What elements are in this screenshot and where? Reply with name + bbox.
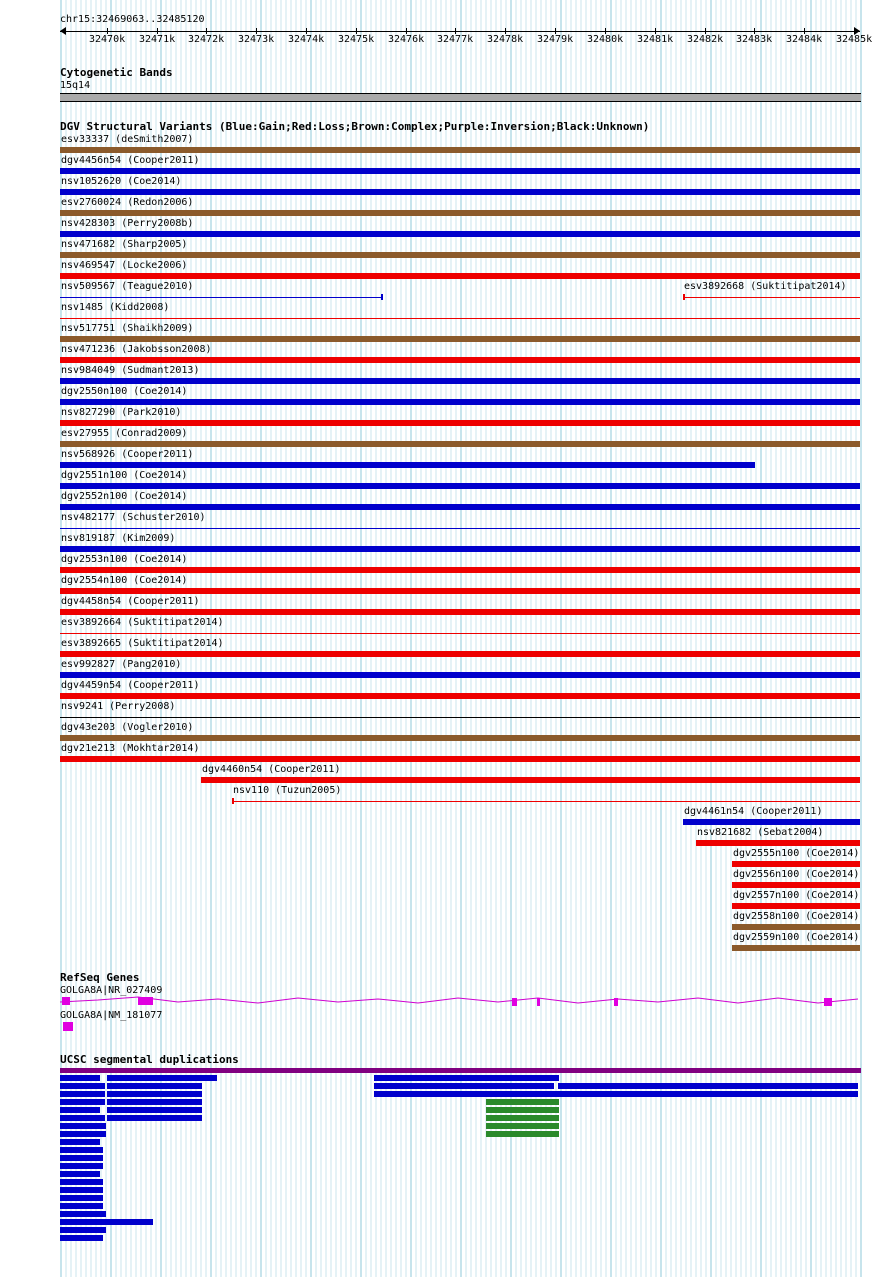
variant-label[interactable]: dgv4458n54 (Cooper2011) [61, 596, 200, 607]
segdup-feature[interactable] [60, 1123, 106, 1129]
variant-label[interactable]: dgv4456n54 (Cooper2011) [61, 155, 200, 166]
variant-label[interactable]: dgv4460n54 (Cooper2011) [202, 764, 341, 775]
variant-label[interactable]: nsv9241 (Perry2008) [61, 701, 176, 712]
ruler-tick-label: 32473k [238, 34, 275, 45]
segdup-feature[interactable] [60, 1075, 100, 1081]
variant-label[interactable]: dgv2555n100 (Coe2014) [733, 848, 860, 859]
variant-bar[interactable] [683, 297, 860, 298]
variant-label[interactable]: dgv2557n100 (Coe2014) [733, 890, 860, 901]
variant-bar[interactable] [60, 735, 860, 741]
variant-bar[interactable] [60, 462, 755, 468]
ruler-tick-label: 32476k [388, 34, 425, 45]
variant-label[interactable]: esv3892664 (Suktitipat2014) [61, 617, 224, 628]
segdup-feature[interactable] [486, 1115, 559, 1121]
segdup-span-bar[interactable] [60, 1068, 861, 1073]
segdup-feature[interactable] [60, 1179, 103, 1185]
variant-bar[interactable] [60, 672, 860, 678]
variant-bar[interactable] [732, 861, 860, 867]
segdup-feature[interactable] [60, 1131, 106, 1137]
gene-label-nr027409[interactable]: GOLGA8A|NR_027409 [60, 985, 163, 996]
variant-bar[interactable] [60, 357, 860, 363]
segdup-feature[interactable] [107, 1099, 202, 1105]
segdup-feature[interactable] [107, 1091, 202, 1097]
track-title-dgv: DGV Structural Variants (Blue:Gain;Red:Loss;Brown:Complex;Purple:Inversion;Black:Unknown) [60, 120, 650, 133]
variant-label[interactable]: dgv43e203 (Vogler2010) [61, 722, 194, 733]
variant-bar[interactable] [232, 801, 860, 802]
variant-bar[interactable] [60, 717, 860, 718]
track-title-segdups: UCSC segmental duplications [60, 1053, 239, 1066]
segdup-feature[interactable] [107, 1107, 202, 1113]
segdup-feature[interactable] [374, 1091, 559, 1097]
variant-bar[interactable] [60, 318, 860, 319]
variant-bar[interactable] [60, 252, 860, 258]
ruler-line [60, 31, 860, 32]
variant-bar[interactable] [60, 168, 860, 174]
variant-bar[interactable] [60, 609, 860, 615]
variant-bar[interactable] [60, 147, 860, 153]
variant-bar[interactable] [60, 633, 860, 634]
variant-bar[interactable] [60, 693, 860, 699]
segdup-feature[interactable] [107, 1083, 202, 1089]
variant-label[interactable]: esv27955 (Conrad2009) [61, 428, 188, 439]
variant-bar[interactable] [60, 756, 860, 762]
segdup-feature[interactable] [60, 1147, 103, 1153]
variant-label[interactable]: nsv482177 (Schuster2010) [61, 512, 206, 523]
segdup-feature[interactable] [60, 1099, 105, 1105]
cytoband-label: 15q14 [60, 80, 91, 91]
gene-label-nm181077[interactable]: GOLGA8A|NM_181077 [60, 1010, 163, 1021]
variant-bar[interactable] [60, 378, 860, 384]
segdup-feature[interactable] [60, 1187, 103, 1193]
variant-label[interactable]: dgv2558n100 (Coe2014) [733, 911, 860, 922]
variant-label[interactable]: nsv110 (Tuzun2005) [233, 785, 342, 796]
gene-model-nm181077[interactable] [63, 1022, 73, 1031]
segdup-feature[interactable] [60, 1203, 103, 1209]
variant-bar[interactable] [60, 588, 860, 594]
segdup-feature[interactable] [60, 1195, 103, 1201]
variant-label[interactable]: dgv2552n100 (Coe2014) [61, 491, 188, 502]
segdup-feature[interactable] [374, 1075, 559, 1081]
ruler-tick-label: 32472k [188, 34, 225, 45]
variant-label[interactable]: nsv568926 (Cooper2011) [61, 449, 194, 460]
ruler-tick-label: 32484k [786, 34, 823, 45]
variant-label[interactable]: esv3892668 (Suktitipat2014) [684, 281, 847, 292]
variant-bar[interactable] [60, 189, 860, 195]
segdup-feature[interactable] [60, 1163, 103, 1169]
variant-label[interactable]: nsv1052620 (Coe2014) [61, 176, 182, 187]
variant-bar[interactable] [732, 903, 860, 909]
variant-bar[interactable] [60, 420, 860, 426]
variant-label[interactable]: dgv2553n100 (Coe2014) [61, 554, 188, 565]
variant-label[interactable]: nsv471682 (Sharp2005) [61, 239, 188, 250]
segdup-feature[interactable] [486, 1099, 559, 1105]
variant-label[interactable]: nsv984049 (Sudmant2013) [61, 365, 200, 376]
variant-label[interactable]: nsv819187 (Kim2009) [61, 533, 176, 544]
variant-label[interactable]: dgv2556n100 (Coe2014) [733, 869, 860, 880]
variant-label[interactable]: dgv21e213 (Mokhtar2014) [61, 743, 200, 754]
segdup-feature[interactable] [107, 1115, 202, 1121]
variant-bar[interactable] [60, 546, 860, 552]
segdup-feature[interactable] [486, 1107, 559, 1113]
variant-bar[interactable] [201, 777, 860, 783]
ruler-tick-label: 32474k [288, 34, 325, 45]
variant-bar[interactable] [696, 840, 860, 846]
variant-bar[interactable] [60, 273, 860, 279]
variant-label[interactable]: nsv509567 (Teague2010) [61, 281, 194, 292]
variant-label[interactable]: nsv517751 (Shaikh2009) [61, 323, 194, 334]
variant-label[interactable]: esv33337 (deSmith2007) [61, 134, 194, 145]
variant-label[interactable]: dgv2551n100 (Coe2014) [61, 470, 188, 481]
segdup-feature[interactable] [60, 1115, 105, 1121]
variant-bar[interactable] [732, 945, 860, 951]
segdup-feature[interactable] [60, 1107, 100, 1113]
segdup-feature[interactable] [60, 1171, 100, 1177]
ruler-tick-label: 32477k [437, 34, 474, 45]
variant-bar[interactable] [60, 651, 860, 657]
ruler-position: chr15:32469063..32485120 [60, 14, 205, 25]
variant-label[interactable]: nsv469547 (Locke2006) [61, 260, 188, 271]
variant-label[interactable]: nsv821682 (Sebat2004) [697, 827, 824, 838]
ruler-tick-label: 32482k [687, 34, 724, 45]
variant-bar[interactable] [60, 504, 860, 510]
segdup-feature[interactable] [486, 1123, 559, 1129]
variant-label[interactable]: dgv2554n100 (Coe2014) [61, 575, 188, 586]
variant-bar[interactable] [60, 231, 860, 237]
ruler-tick-label: 32485k [836, 34, 873, 45]
segdup-feature[interactable] [60, 1227, 106, 1233]
ruler-tick-label: 32481k [637, 34, 674, 45]
variant-bar[interactable] [60, 567, 860, 573]
segdup-feature[interactable] [558, 1083, 858, 1089]
segdup-feature[interactable] [60, 1211, 106, 1217]
segdup-feature[interactable] [486, 1131, 559, 1137]
variant-label[interactable]: nsv428303 (Perry2008b) [61, 218, 194, 229]
ruler-tick-label: 32478k [487, 34, 524, 45]
variant-bar[interactable] [60, 210, 860, 216]
variant-label[interactable]: esv2760024 (Redon2006) [61, 197, 194, 208]
variant-bar[interactable] [732, 882, 860, 888]
segdup-feature[interactable] [60, 1139, 100, 1145]
cytoband-bar[interactable] [60, 93, 861, 102]
segdup-feature[interactable] [558, 1091, 858, 1097]
ruler-tick-label: 32479k [537, 34, 574, 45]
variant-bar[interactable] [683, 819, 860, 825]
ruler-tick-label: 32483k [736, 34, 773, 45]
track-title-refseq: RefSeq Genes [60, 971, 140, 984]
gene-model-nr027409[interactable] [58, 994, 864, 1010]
segdup-feature[interactable] [60, 1155, 103, 1161]
segdup-feature[interactable] [60, 1091, 105, 1097]
variant-label[interactable]: dgv4461n54 (Cooper2011) [684, 806, 823, 817]
variant-label[interactable]: nsv471236 (Jakobsson2008) [61, 344, 212, 355]
segdup-feature[interactable] [60, 1235, 103, 1241]
track-title-cytogenetic-bands: Cytogenetic Bands [60, 66, 173, 79]
segdup-feature[interactable] [60, 1083, 105, 1089]
variant-bar[interactable] [60, 297, 383, 298]
variant-bar[interactable] [732, 924, 860, 930]
ruler-tick-label: 32480k [587, 34, 624, 45]
variant-label[interactable]: dgv4459n54 (Cooper2011) [61, 680, 200, 691]
variant-label[interactable]: esv3892665 (Suktitipat2014) [61, 638, 224, 649]
variant-label[interactable]: esv992827 (Pang2010) [61, 659, 182, 670]
segdup-feature[interactable] [107, 1075, 217, 1081]
ruler-tick-label: 32475k [338, 34, 375, 45]
segdup-feature[interactable] [374, 1083, 554, 1089]
variant-bar[interactable] [60, 528, 860, 529]
variant-label[interactable]: dgv2550n100 (Coe2014) [61, 386, 188, 397]
variant-bar[interactable] [60, 336, 860, 342]
variant-label[interactable]: nsv827290 (Park2010) [61, 407, 182, 418]
ruler-tick-label: 32471k [139, 34, 176, 45]
segdup-feature[interactable] [60, 1219, 153, 1225]
variant-label[interactable]: dgv2559n100 (Coe2014) [733, 932, 860, 943]
variant-label[interactable]: nsv1485 (Kidd2008) [61, 302, 170, 313]
ruler-tick-label: 32470k [89, 34, 126, 45]
variant-bar[interactable] [60, 399, 860, 405]
variant-bar[interactable] [60, 441, 860, 447]
variant-bar[interactable] [60, 483, 860, 489]
